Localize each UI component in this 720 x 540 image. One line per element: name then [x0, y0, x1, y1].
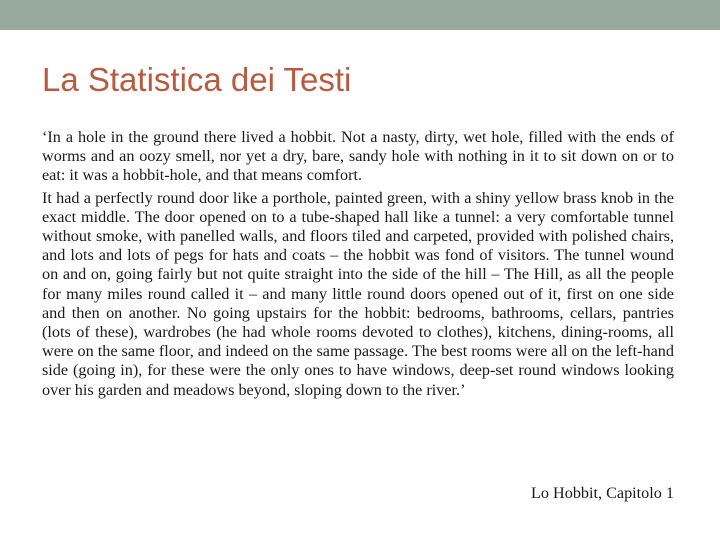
quote-paragraph-2: It had a perfectly round door like a porthole, painted green, with a shiny yellow brass knob in the exact middle. The door opened on to a tube-shaped hall like a tunnel: a very comfortable tunnel without smoke, with panelled walls, and floors tiled and carpeted, provided with polished chairs, and lots and lots of pegs for hats and coats – the hobbit was fond of visitors. The tunnel wound on and on, going fairly but not quite straight into the side of the hill – The Hill, as all the people for many miles round called it – and many little round doors opened out of it, first on one side and then on another. No going upstairs for the hobbit: bedrooms, bathrooms, cellars, pantries (lots of these), wardrobes (he had whole rooms devoted to clothes), kitchens, dining-rooms, all were on the same floor, and indeed on the same passage. The best rooms were all on the left-hand side (going in), for these were the only ones to have windows, deep-set round windows looking over his garden and meadows beyond, sloping down to the river.’ [42, 188, 674, 399]
quote-paragraph-1: ‘In a hole in the ground there lived a hobbit. Not a nasty, dirty, wet hole, filled with the ends of worms and an oozy smell, nor yet a dry, bare, sandy hole with nothing in it to sit down on or to eat: it was a hobbit-hole, and that means comfort. [42, 128, 674, 185]
quote-body [42, 128, 674, 403]
header-bar [0, 0, 720, 30]
quote-attribution: Lo Hobbit, Capitolo 1 [531, 484, 674, 502]
slide-title: La Statistica dei Testi [42, 61, 352, 98]
